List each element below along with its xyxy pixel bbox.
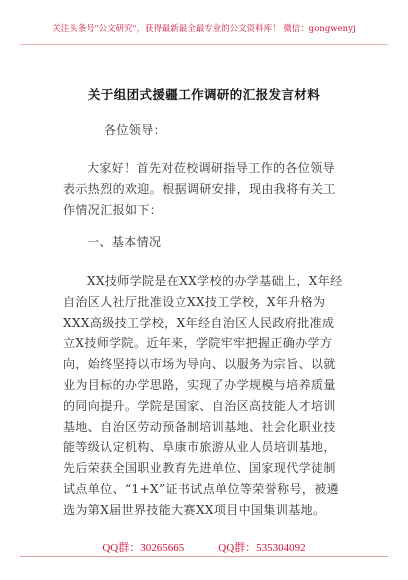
- footer-qq-group-2: QQ群：535304092: [218, 542, 306, 554]
- footer-divider: [20, 556, 388, 557]
- salutation: 各位领导：: [104, 123, 167, 137]
- document-title: 关于组团式援疆工作调研的汇报发言材料: [87, 87, 321, 102]
- header-divider: [20, 44, 388, 45]
- paragraph-basic-info: XX技师学院是在XX学校的办学基础上，X年经自治区人社厅批准设立XX技工学校，X年升格为XXX高级技工学校，X年经自治区人民政府批准成立X技师学院。近年来，学院牢牢把握正确办学方向，始终坚持以市场为导向、以服务为宗旨、以就业为目标的办学思路，实现了办学规模与培养质量的同向提升。学院是国家、自治区高技能人才培训基地、自治区劳动预备制培训基地、社会化职业技能等级认定机构、阜康市旅游从业人员培训基地，先后荣获全国职业教育先进单位、国家现代学徒制试点单位、“1+X”证书试点单位等荣誉称号，被遴选为第X届世界技能大赛XX项目中国集训基地。: [63, 274, 343, 517]
- footer: [0, 539, 408, 555]
- footer-qq-group-1: QQ群：30265665: [102, 542, 185, 554]
- section-heading: 一、基本情况: [87, 235, 162, 249]
- header-banner: 关注头条号"公文研究"，获得最新最全最专业的公文资料库！ 微信：gongwenyj: [52, 23, 356, 33]
- paragraph-greeting: 大家好！首先对莅校调研指导工作的各位领导表示热烈的欢迎。根据调研安排，现由我将有关工作情况汇报如下：: [63, 161, 336, 217]
